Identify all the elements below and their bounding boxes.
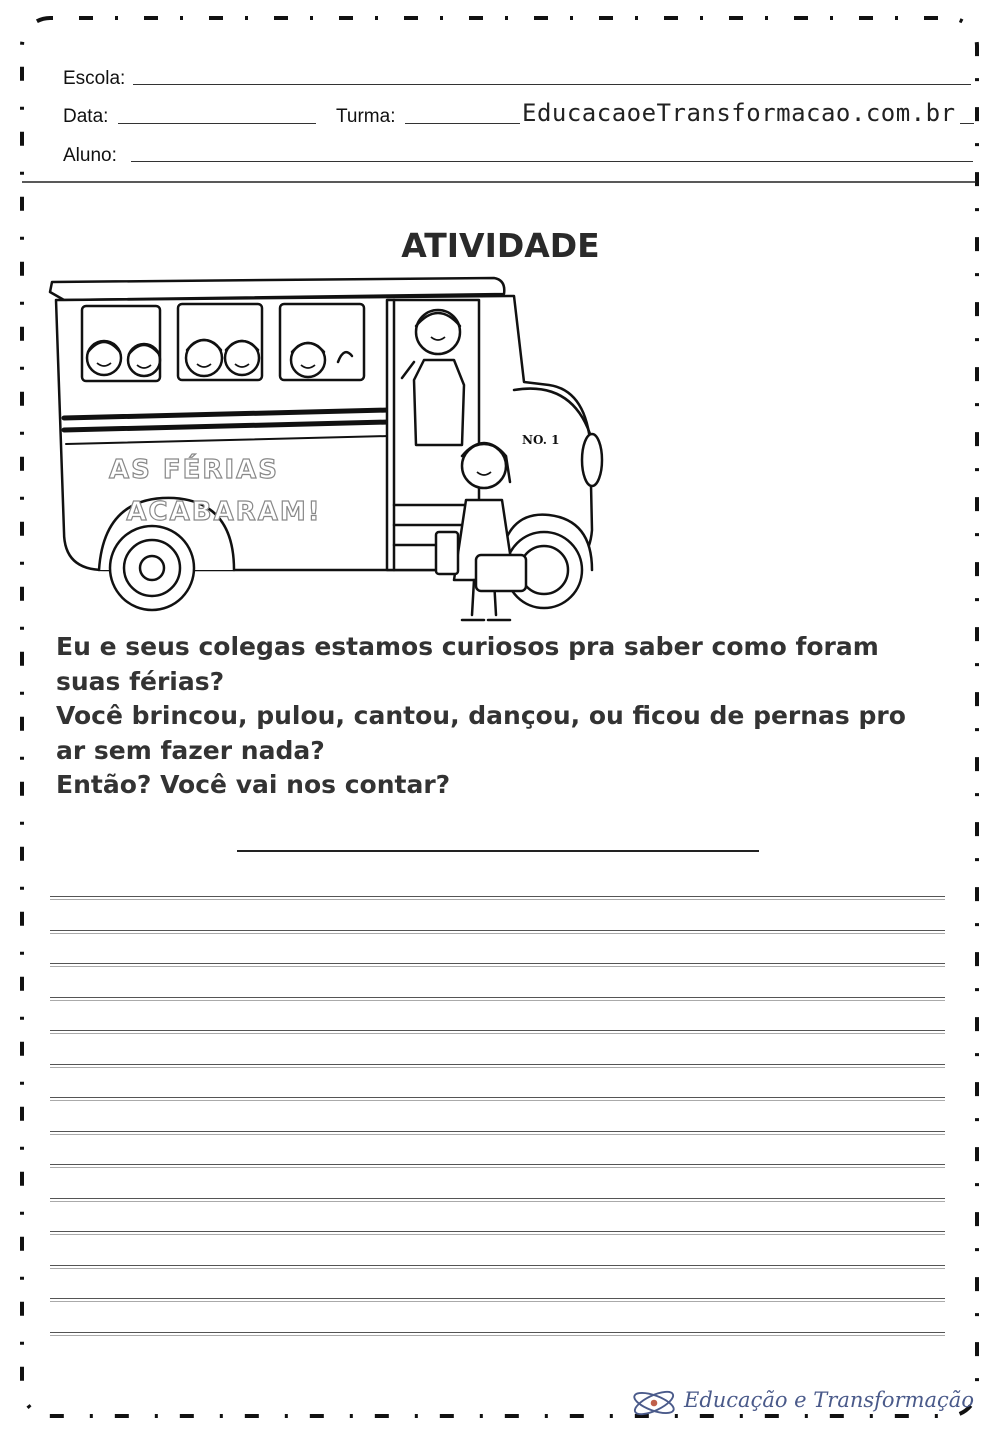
story-title-line[interactable] — [237, 850, 759, 852]
school-bus-illustration — [44, 270, 610, 640]
atom-orbit-icon — [628, 1386, 680, 1420]
writing-line[interactable] — [50, 930, 945, 934]
writing-line[interactable] — [50, 1164, 945, 1168]
writing-line[interactable] — [50, 1198, 945, 1202]
escola-label: Escola: — [63, 68, 126, 89]
writing-line[interactable] — [50, 1231, 945, 1235]
activity-title: ATIVIDADE — [401, 226, 600, 265]
writing-line[interactable] — [50, 1265, 945, 1269]
data-label: Data: — [63, 106, 109, 127]
prompt-paragraph — [56, 630, 936, 803]
writing-line[interactable] — [50, 1064, 945, 1068]
prompt-line: ar sem fazer nada? — [56, 735, 325, 765]
writing-line[interactable] — [50, 896, 945, 900]
footer-brand: Educação e Transformação — [684, 1388, 974, 1412]
turma-field[interactable] — [405, 123, 520, 124]
turma-label: Turma: — [336, 106, 396, 127]
data-field[interactable] — [118, 123, 316, 124]
writing-line[interactable] — [50, 1332, 945, 1336]
writing-line[interactable] — [50, 1097, 945, 1101]
prompt-line: Então? Você vai nos contar? — [56, 770, 451, 799]
writing-line[interactable] — [50, 963, 945, 967]
writing-line[interactable] — [50, 1131, 945, 1135]
aluno-field[interactable] — [131, 161, 973, 162]
turma-field-end — [960, 123, 974, 124]
aluno-label: Aluno: — [63, 145, 117, 166]
bus-text-1: AS FÉRIAS — [109, 455, 279, 485]
website-text: EducacaoeTransformacao.com.br — [522, 99, 956, 127]
writing-line[interactable] — [50, 997, 945, 1001]
writing-line[interactable] — [50, 1298, 945, 1302]
prompt-line: Eu e seus colegas estamos curiosos pra saber como foram — [56, 632, 879, 661]
prompt-line: Você brincou, pulou, cantou, dançou, ou ficou de pernas pro — [56, 701, 906, 730]
bus-number: NO. 1 — [522, 433, 560, 447]
prompt-line: suas férias? — [56, 666, 225, 696]
bus-text-2: ACABARAM! — [126, 497, 322, 527]
writing-line[interactable] — [50, 1030, 945, 1034]
escola-field[interactable] — [133, 84, 971, 85]
